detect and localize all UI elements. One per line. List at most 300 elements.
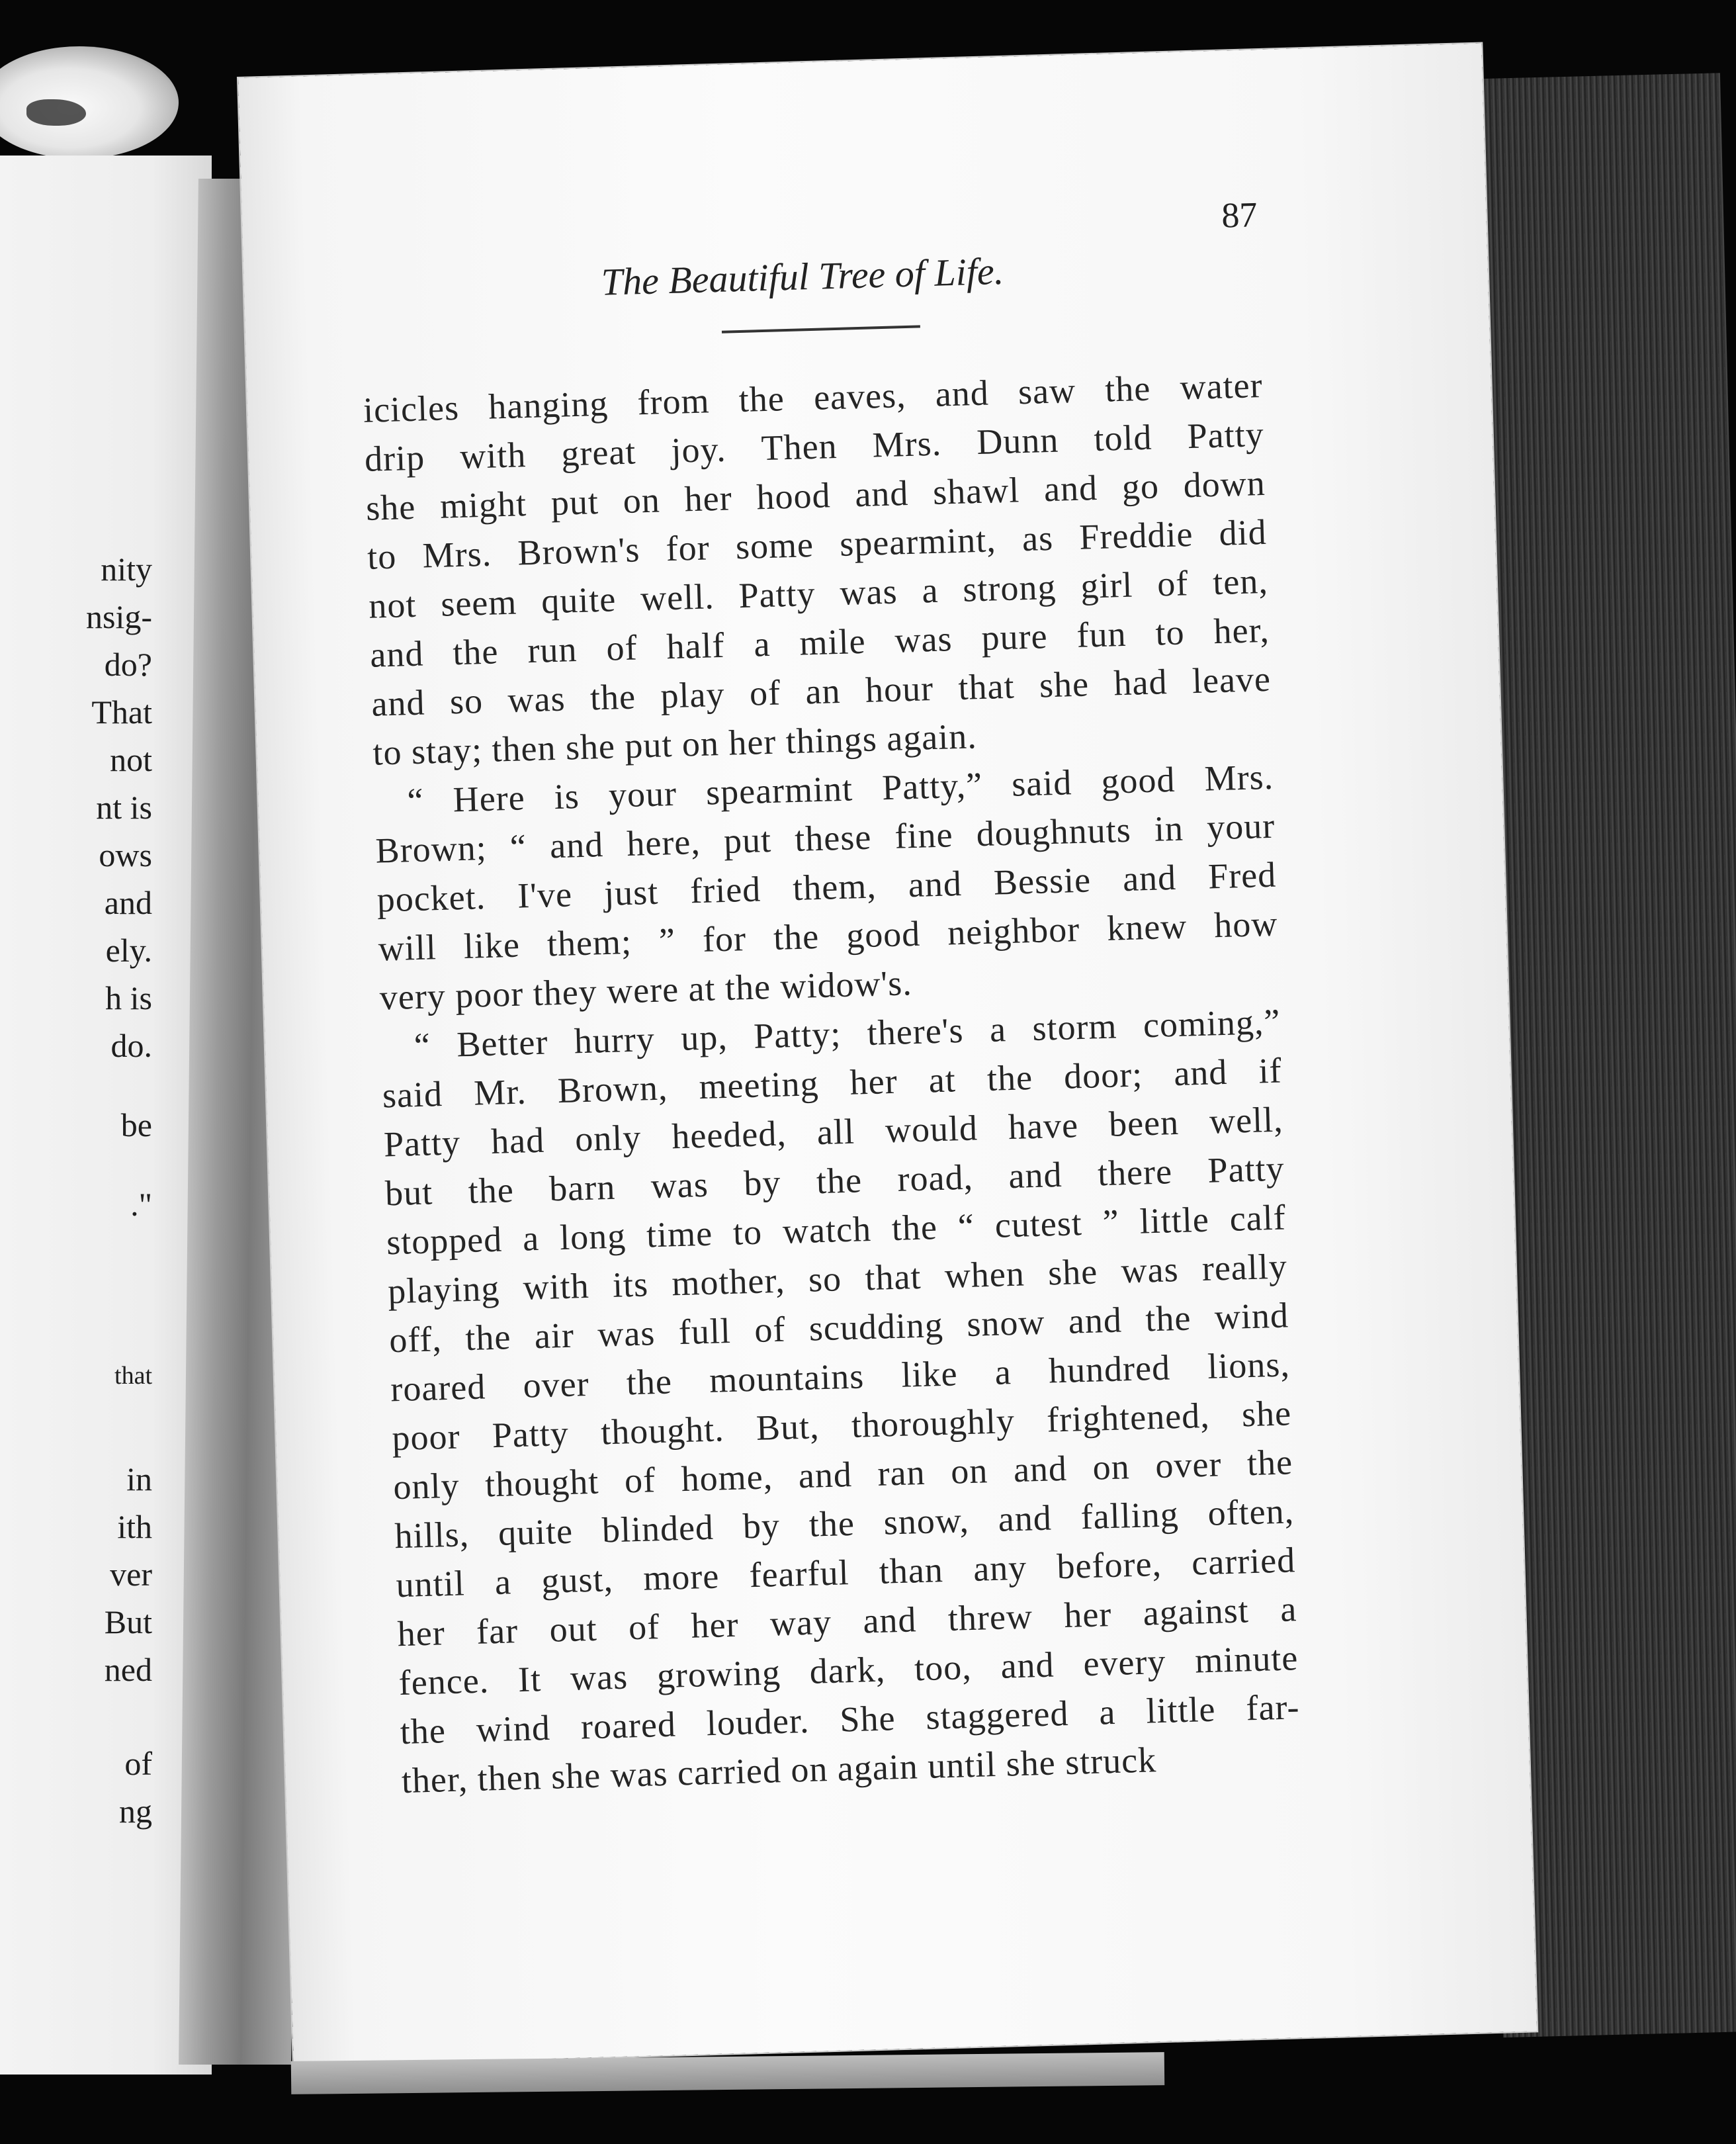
word: Mrs.: [421, 533, 492, 576]
word: but: [384, 1172, 433, 1214]
word: very: [379, 975, 447, 1018]
word: only: [574, 1117, 642, 1159]
word: thought.: [600, 1409, 725, 1452]
word: and: [997, 1497, 1053, 1539]
word: at: [687, 968, 716, 1009]
word: might: [439, 484, 527, 526]
word: saw: [1018, 370, 1076, 412]
word: of: [605, 627, 638, 668]
left-line-fragment: ows: [99, 836, 152, 873]
word: more: [642, 1556, 720, 1598]
word: dark,: [808, 1649, 887, 1691]
word: a: [921, 570, 939, 611]
left-line-fragment: .": [130, 1186, 152, 1223]
word: and: [549, 825, 604, 866]
word: on: [790, 1749, 829, 1790]
word: with: [522, 1265, 590, 1308]
left-line-fragment: nsig-: [86, 598, 152, 635]
word: staggered: [925, 1693, 1070, 1737]
left-line-fragment: h is: [105, 979, 152, 1016]
word: door;: [1063, 1054, 1143, 1096]
word: Freddie: [1078, 514, 1194, 557]
word: put: [550, 482, 599, 523]
word: a: [522, 1218, 540, 1259]
word: thought: [484, 1461, 600, 1505]
word: over: [522, 1363, 590, 1406]
word: little: [1139, 1199, 1210, 1241]
word: fine: [894, 815, 954, 856]
word: off,: [388, 1319, 443, 1361]
word: well.: [640, 576, 715, 619]
word: every: [1082, 1641, 1167, 1684]
word: louder.: [706, 1700, 810, 1744]
word: your: [608, 773, 677, 815]
word: “: [406, 780, 425, 821]
word: have: [1008, 1105, 1079, 1147]
word: a: [1098, 1691, 1117, 1732]
word: stopped: [386, 1219, 503, 1263]
word: them,: [792, 866, 877, 909]
word: good: [846, 913, 921, 956]
left-line-fragment: be: [120, 1106, 152, 1143]
word: said: [1011, 762, 1073, 804]
word: quite: [541, 579, 617, 621]
word: will: [377, 927, 437, 969]
word: her: [849, 1061, 898, 1102]
word: eaves,: [813, 375, 907, 418]
word: seem: [440, 582, 518, 624]
word: go: [1121, 466, 1160, 507]
word: was: [650, 1164, 709, 1206]
word: she: [1039, 664, 1090, 705]
word: again.: [886, 716, 978, 759]
word: on: [950, 1451, 989, 1492]
word: too,: [914, 1646, 973, 1689]
word: little: [1145, 1689, 1217, 1731]
word: would: [885, 1108, 978, 1151]
word: playing: [387, 1268, 501, 1312]
word: Here: [452, 778, 526, 820]
word: Bessie: [993, 860, 1092, 903]
word: is: [553, 776, 580, 817]
word: to: [1154, 612, 1186, 653]
word: up,: [680, 1016, 728, 1058]
word: Patty: [491, 1413, 570, 1456]
word: put: [723, 819, 772, 861]
word: But,: [756, 1406, 820, 1448]
word: at: [928, 1059, 957, 1100]
word: pocket.: [376, 877, 486, 920]
word: poor: [455, 973, 525, 1016]
word: on: [681, 723, 720, 764]
word: mother,: [671, 1260, 786, 1304]
word: Patty: [738, 573, 816, 616]
word: her: [728, 721, 777, 763]
word: her: [690, 1604, 740, 1646]
word: fried: [689, 869, 761, 911]
word: were: [606, 969, 679, 1011]
word: fearful: [748, 1552, 850, 1595]
word: the: [816, 1160, 863, 1202]
word: down: [1182, 463, 1266, 506]
decorative-dish: [0, 46, 179, 159]
word: these: [794, 817, 873, 859]
word: “: [957, 1206, 975, 1247]
word: carried: [677, 1750, 782, 1793]
word: Better: [456, 1022, 549, 1065]
word: wind: [476, 1707, 551, 1750]
word: well,: [1209, 1099, 1284, 1141]
word: she: [1241, 1393, 1292, 1435]
word: a: [753, 623, 771, 664]
word: a: [989, 1009, 1007, 1050]
word: thoroughly: [851, 1401, 1016, 1445]
word: with: [459, 435, 527, 476]
word: in: [1154, 808, 1184, 849]
word: and: [854, 472, 910, 515]
word: just: [603, 871, 659, 914]
word: her: [396, 1613, 446, 1654]
word: fence.: [398, 1660, 490, 1703]
word: threw: [947, 1596, 1033, 1638]
right-page: [238, 44, 1537, 2066]
word: pure: [980, 616, 1049, 658]
word: snow: [966, 1302, 1046, 1344]
word: neighbor: [947, 909, 1080, 953]
word: Patty,”: [881, 765, 983, 808]
word: of: [754, 1309, 787, 1350]
word: put: [624, 725, 673, 766]
word: was: [839, 571, 898, 613]
word: doughnuts: [975, 809, 1132, 854]
word: great: [560, 431, 637, 474]
word: lions,: [1207, 1344, 1291, 1386]
word: struck: [1064, 1740, 1157, 1783]
word: gust,: [541, 1559, 614, 1601]
word: the: [589, 676, 636, 718]
word: fun: [1076, 613, 1127, 655]
word: again: [836, 1746, 919, 1789]
word: any: [973, 1547, 1027, 1589]
word: by: [743, 1162, 782, 1204]
word: Patty: [1186, 414, 1265, 457]
word: good: [1100, 759, 1176, 801]
word: Patty: [383, 1122, 461, 1165]
word: Brown's: [517, 529, 641, 573]
word: ther,: [401, 1759, 469, 1801]
word: Dunn: [976, 420, 1060, 463]
word: blinded: [601, 1507, 715, 1550]
word: her: [1063, 1594, 1113, 1636]
word: the: [891, 1207, 938, 1249]
word: the: [808, 1503, 855, 1544]
word: stay;: [411, 730, 483, 772]
word: the: [464, 1317, 512, 1359]
word: far-: [1245, 1687, 1301, 1728]
left-line-fragment: ely.: [105, 932, 152, 969]
word: spearmint,: [839, 519, 997, 564]
word: been: [1108, 1102, 1180, 1144]
word: ”: [658, 920, 676, 961]
word: really: [1201, 1246, 1288, 1289]
word: time: [646, 1213, 713, 1255]
word: they: [532, 971, 598, 1014]
word: that: [957, 666, 1016, 707]
word: told: [1093, 417, 1153, 459]
word: a: [494, 1562, 512, 1603]
word: said: [382, 1073, 443, 1116]
page-number: 87: [1221, 195, 1258, 236]
word: the: [400, 1711, 447, 1752]
word: “: [413, 1025, 431, 1066]
word: for: [702, 918, 747, 960]
left-line-fragment: ver: [110, 1556, 152, 1593]
word: on: [1092, 1447, 1131, 1488]
left-line-fragment: do?: [104, 646, 152, 683]
word: half: [666, 625, 726, 667]
word: and: [370, 682, 426, 724]
word: the: [626, 1361, 673, 1403]
word: then: [491, 727, 557, 770]
body-text: [363, 361, 1301, 1805]
word: snow,: [883, 1500, 970, 1542]
word: out: [548, 1608, 598, 1650]
word: ten,: [1212, 560, 1269, 603]
word: hurry: [574, 1018, 656, 1061]
word: watch: [782, 1208, 872, 1251]
word: and: [1000, 1644, 1055, 1686]
word: and: [1173, 1051, 1229, 1094]
word: joy.: [670, 429, 727, 470]
word: meeting: [698, 1063, 820, 1107]
word: if: [1258, 1050, 1283, 1091]
word: widow's.: [779, 963, 913, 1006]
word: way: [769, 1601, 832, 1644]
word: knew: [1106, 906, 1188, 948]
word: by: [742, 1505, 781, 1546]
left-line-fragment: that: [114, 1362, 152, 1390]
word: and: [1013, 1448, 1068, 1490]
word: the: [1246, 1442, 1293, 1484]
word: home,: [680, 1456, 773, 1499]
left-line-fragment: nt is: [96, 789, 152, 826]
word: was: [1120, 1249, 1180, 1291]
word: hanging: [488, 383, 609, 427]
word: not: [368, 584, 417, 626]
word: until: [927, 1744, 998, 1786]
word: the: [452, 631, 499, 673]
word: drip: [364, 437, 425, 479]
head-rule-divider: [722, 325, 920, 333]
word: a: [1280, 1589, 1297, 1629]
word: water: [1179, 365, 1264, 408]
word: the: [773, 916, 820, 958]
word: mountains: [709, 1356, 865, 1400]
word: scudding: [808, 1304, 944, 1349]
left-line-fragment: and: [104, 884, 152, 921]
word: she: [1005, 1742, 1057, 1784]
word: Brown;: [374, 827, 488, 871]
left-line-fragment: in: [126, 1460, 152, 1497]
word: Patty: [1207, 1148, 1285, 1190]
word: she: [550, 1755, 601, 1797]
word: Mrs.: [871, 423, 942, 465]
word: spearmint: [705, 768, 853, 813]
word: and: [1122, 857, 1177, 899]
left-line-fragment: But: [104, 1603, 152, 1640]
left-line-fragment: nity: [101, 551, 152, 588]
left-page: [0, 156, 212, 2075]
word: coming,”: [1143, 1001, 1281, 1046]
word: Mrs.: [1203, 756, 1274, 799]
word: as: [1021, 517, 1054, 559]
word: and: [1008, 1154, 1063, 1196]
word: things: [785, 719, 878, 762]
word: was: [570, 1656, 629, 1698]
word: from: [636, 380, 711, 423]
left-line-fragment: of: [124, 1745, 152, 1782]
word: to: [372, 732, 403, 773]
word: so: [808, 1259, 842, 1300]
word: had: [490, 1120, 545, 1161]
word: and: [862, 1599, 918, 1641]
word: of: [624, 1460, 656, 1501]
word: the: [724, 967, 771, 1008]
word: until: [395, 1563, 466, 1605]
word: of: [749, 672, 781, 713]
word: your: [1206, 805, 1276, 848]
word: to: [367, 536, 398, 577]
word: “: [509, 826, 527, 867]
word: hood: [756, 475, 832, 517]
word: Brown,: [557, 1067, 669, 1111]
left-line-fragment: do.: [110, 1027, 152, 1064]
word: roared: [390, 1366, 487, 1409]
left-line-fragment: ith: [117, 1508, 152, 1545]
word: all: [816, 1111, 855, 1153]
word: she: [365, 486, 417, 528]
word: here,: [626, 821, 701, 864]
word: over: [1154, 1444, 1223, 1486]
running-head: The Beautiful Tree of Life.: [600, 249, 1004, 304]
word: than: [879, 1550, 944, 1591]
word: how: [1213, 903, 1279, 946]
left-line-fragment: ned: [104, 1651, 152, 1688]
word: It: [517, 1659, 542, 1700]
word: her,: [1213, 609, 1270, 652]
word: minute: [1194, 1638, 1299, 1681]
word: so: [449, 681, 484, 722]
word: and: [1043, 467, 1098, 510]
word: her: [683, 478, 733, 519]
word: was: [597, 1313, 656, 1355]
word: falling: [1080, 1494, 1180, 1537]
word: and: [908, 863, 963, 905]
word: full: [678, 1310, 732, 1353]
word: she: [1047, 1251, 1098, 1293]
word: heeded,: [671, 1113, 787, 1157]
word: and: [1068, 1300, 1123, 1341]
word: road,: [896, 1157, 974, 1199]
word: then: [476, 1757, 542, 1799]
word: Fred: [1207, 854, 1277, 897]
word: before,: [1056, 1543, 1162, 1587]
word: hundred: [1048, 1347, 1171, 1391]
word: for: [665, 527, 711, 569]
word: roared: [580, 1704, 677, 1747]
word: and: [798, 1454, 853, 1496]
word: girl: [1080, 564, 1134, 606]
word: icicles: [363, 387, 460, 430]
word: Patty;: [753, 1014, 842, 1056]
word: them;: [546, 921, 632, 964]
word: its: [612, 1264, 649, 1305]
word: I've: [517, 874, 573, 916]
word: air: [534, 1315, 575, 1357]
word: strong: [962, 566, 1057, 609]
word: cutest: [994, 1203, 1083, 1245]
word: mile: [799, 621, 867, 663]
word: like: [900, 1353, 959, 1395]
word: the: [986, 1057, 1033, 1098]
word: Then: [760, 425, 838, 469]
word: and: [369, 633, 425, 675]
left-page-text: [0, 156, 212, 2075]
word: only: [392, 1465, 460, 1507]
word: storm: [1031, 1006, 1118, 1049]
word: growing: [656, 1652, 781, 1696]
word: frightened,: [1046, 1395, 1211, 1440]
word: shawl: [932, 470, 1020, 512]
word: like: [463, 924, 521, 966]
word: often,: [1207, 1491, 1295, 1533]
left-line-fragment: ng: [119, 1793, 152, 1830]
word: ”: [1102, 1202, 1120, 1243]
word: the: [738, 379, 785, 420]
word: some: [735, 524, 814, 567]
left-line-fragment: That: [91, 693, 152, 731]
word: did: [1218, 512, 1268, 553]
word: the: [1104, 368, 1152, 410]
word: when: [943, 1253, 1025, 1296]
dish-pattern-icon: [26, 99, 86, 126]
word: of: [1156, 563, 1190, 604]
word: far: [476, 1611, 519, 1652]
word: and: [934, 373, 990, 414]
word: leave: [1192, 658, 1272, 701]
word: ran: [877, 1452, 926, 1494]
word: the: [467, 1170, 515, 1211]
word: play: [660, 674, 726, 716]
word: had: [1113, 662, 1168, 703]
word: there's: [866, 1010, 965, 1053]
word: wind: [1214, 1295, 1289, 1337]
word: against: [1142, 1590, 1250, 1633]
word: of: [628, 1607, 660, 1648]
word: hour: [865, 668, 934, 710]
word: run: [527, 629, 578, 671]
word: poor: [391, 1416, 461, 1458]
word: long: [559, 1216, 627, 1258]
word: Mr.: [473, 1071, 527, 1113]
word: calf: [1229, 1197, 1287, 1239]
word: she: [565, 726, 616, 768]
word: hills,: [394, 1514, 470, 1556]
word: quite: [498, 1511, 574, 1553]
word: carried: [1191, 1540, 1296, 1583]
word: to: [732, 1212, 763, 1253]
word: there: [1097, 1151, 1173, 1194]
